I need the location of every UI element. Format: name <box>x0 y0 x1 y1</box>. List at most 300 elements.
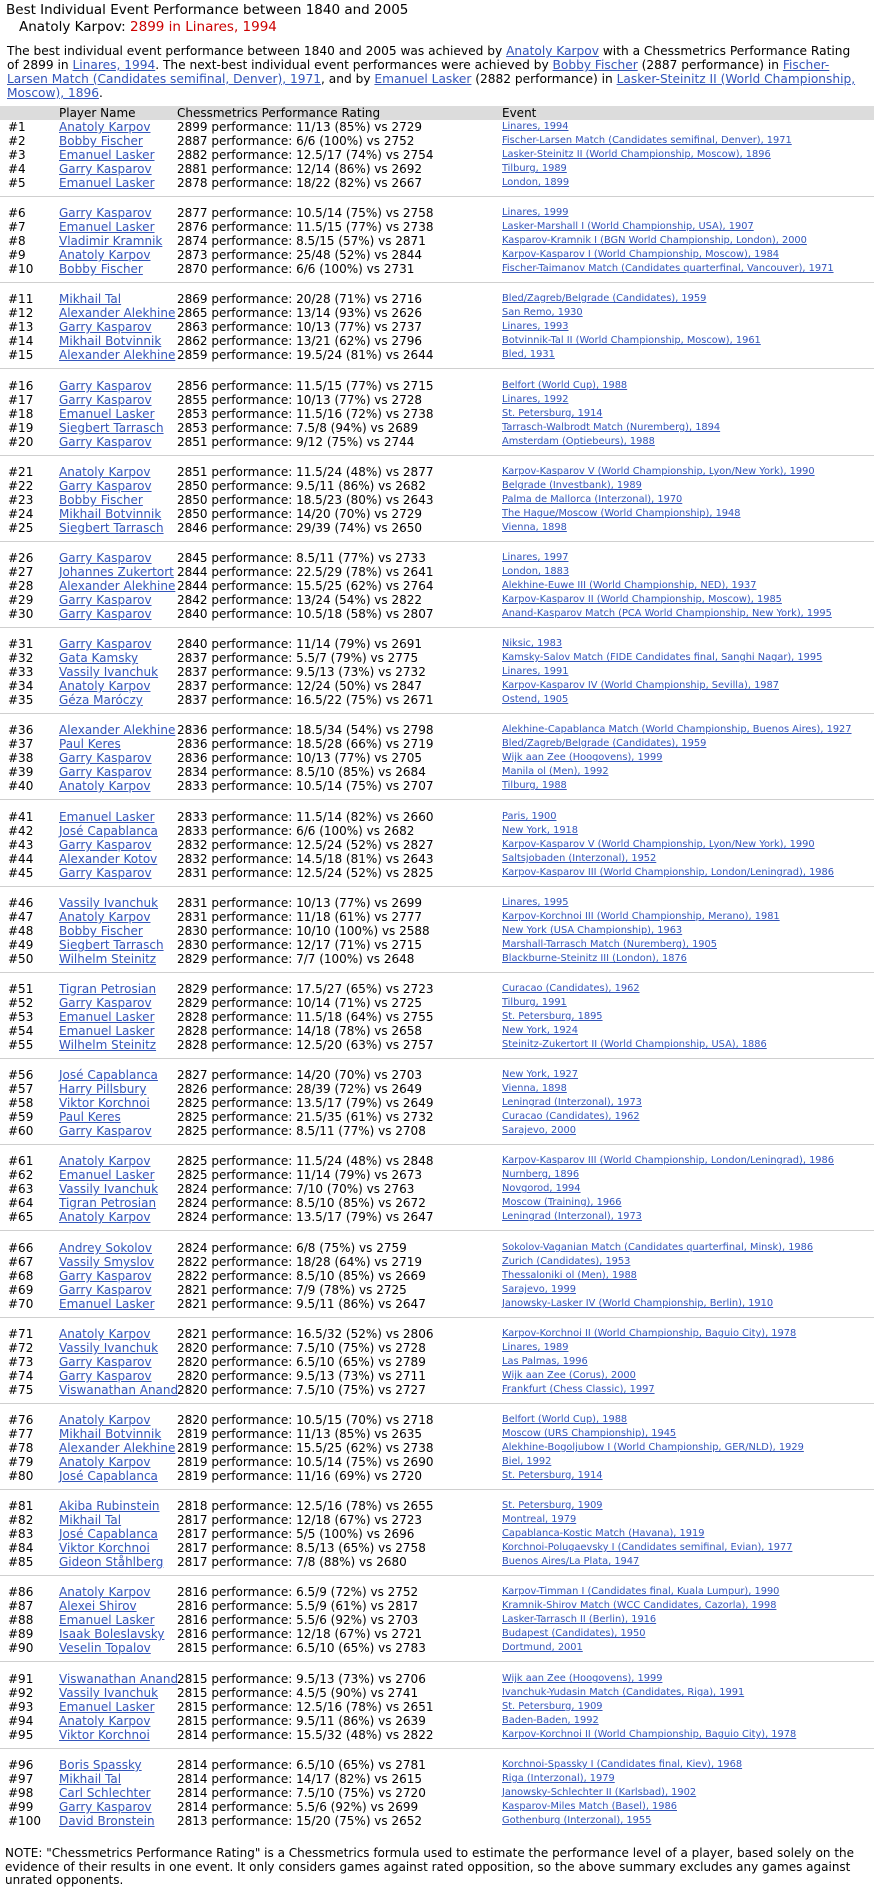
table-row <box>0 1327 874 1341</box>
performance-cell: 2850 performance: 9.5/11 (86%) vs 2682 <box>177 479 426 493</box>
event-link[interactable]: Karpov-Kasparov IV (World Championship, Sevilla), 1987 <box>502 680 780 691</box>
player-link[interactable]: Siegbert Tarrasch <box>59 421 164 435</box>
event-link[interactable]: Karpov-Kasparov I (World Championship, Moscow), 1984 <box>502 249 780 260</box>
performance-cell: 2833 performance: 11.5/14 (82%) vs 2660 <box>177 810 434 824</box>
table-row <box>0 938 874 952</box>
event-link[interactable]: Curacao (Candidates), 1962 <box>502 1111 640 1122</box>
player-link[interactable]: Garry Kasparov <box>59 1369 152 1383</box>
rank-cell: #11 <box>8 292 34 306</box>
event-link[interactable]: Capablanca-Kostic Match (Havana), 1919 <box>502 1528 705 1539</box>
player-link[interactable]: Mikhail Tal <box>59 1513 122 1527</box>
table-row <box>0 1672 874 1686</box>
event-link[interactable]: Marshall-Tarrasch Match (Nuremberg), 1905 <box>502 939 717 950</box>
event-link[interactable]: Ostend, 1905 <box>502 694 569 705</box>
event-link[interactable]: Nurnberg, 1896 <box>502 1169 580 1180</box>
player-link[interactable]: Emanuel Lasker <box>59 220 155 234</box>
player-link[interactable]: Viktor Korchnoi <box>59 1728 150 1742</box>
event-link[interactable]: London, 1899 <box>502 177 570 188</box>
performance-cell: 2844 performance: 22.5/29 (78%) vs 2641 <box>177 565 434 579</box>
event-link[interactable]: The Hague/Moscow (World Championship), 1948 <box>502 508 741 519</box>
event-link[interactable]: St. Petersburg, 1914 <box>502 1470 603 1481</box>
event-link[interactable]: Bled/Zagreb/Belgrade (Candidates), 1959 <box>502 738 707 749</box>
event-link[interactable]: Lasker-Marshall I (World Championship, USA), 1907 <box>502 221 754 232</box>
event-link[interactable]: Gothenburg (Interzonal), 1955 <box>502 1815 652 1826</box>
table-row <box>0 320 874 334</box>
performance-cell: 2820 performance: 7.5/10 (75%) vs 2728 <box>177 1341 426 1355</box>
performance-cell: 2817 performance: 7/8 (88%) vs 2680 <box>177 1555 407 1569</box>
player-link[interactable]: Garry Kasparov <box>59 379 152 393</box>
event-link[interactable]: Karpov-Korchnoi II (World Championship, Baguio City), 1978 <box>502 1328 797 1339</box>
event-link[interactable]: Vienna, 1898 <box>502 1083 567 1094</box>
player-link[interactable]: Garry Kasparov <box>59 751 152 765</box>
player-link[interactable]: Garry Kasparov <box>59 551 152 565</box>
player-link[interactable]: Viktor Korchnoi <box>59 1541 150 1555</box>
event-link[interactable]: Vienna, 1898 <box>502 522 567 533</box>
rank-cell: #52 <box>8 996 34 1010</box>
performance-cell: 2850 performance: 18.5/23 (80%) vs 2643 <box>177 493 434 507</box>
player-link[interactable]: Anatoly Karpov <box>59 1210 151 1224</box>
event-link[interactable]: Kramnik-Shirov Match (WCC Candidates, Cazorla), 1998 <box>502 1600 777 1611</box>
event-link[interactable]: Montreal, 1979 <box>502 1514 577 1525</box>
event-link[interactable]: Tilburg, 1988 <box>502 780 567 791</box>
table-row <box>0 234 874 248</box>
rank-cell: #76 <box>8 1413 34 1427</box>
event-link[interactable]: Tilburg, 1989 <box>502 163 567 174</box>
rank-cell: #96 <box>8 1758 34 1772</box>
table-row <box>0 737 874 751</box>
table-row <box>0 1010 874 1024</box>
rank-cell: #18 <box>8 407 34 421</box>
player-link[interactable]: Emanuel Lasker <box>59 1613 155 1627</box>
player-link[interactable]: Bobby Fischer <box>59 134 143 148</box>
player-link[interactable]: Viswanathan Anand <box>59 1383 179 1397</box>
event-link[interactable]: New York, 1924 <box>502 1025 579 1036</box>
event-link[interactable]: Manila ol (Men), 1992 <box>502 766 609 777</box>
performance-cell: 2814 performance: 6.5/10 (65%) vs 2781 <box>177 1758 426 1772</box>
event-link[interactable]: New York, 1918 <box>502 825 579 836</box>
player-link[interactable]: Akiba Rubinstein <box>59 1499 160 1513</box>
rank-cell: #86 <box>8 1585 34 1599</box>
event-link[interactable]: Botvinnik-Tal II (World Championship, Moscow), 1961 <box>502 335 761 346</box>
event-link[interactable]: Karpov-Kasparov III (World Championship, London/Leningrad), 1986 <box>502 1155 834 1166</box>
player-link[interactable]: José Capablanca <box>59 1527 158 1541</box>
performance-cell: 2820 performance: 6.5/10 (65%) vs 2789 <box>177 1355 426 1369</box>
player-link[interactable]: Viswanathan Anand <box>59 1672 179 1686</box>
rank-cell: #46 <box>8 896 34 910</box>
event-link[interactable]: Moscow (Training), 1966 <box>502 1197 622 1208</box>
player-link[interactable]: Alexei Shirov <box>59 1599 137 1613</box>
event-link[interactable]: Linares, 1989 <box>502 1342 569 1353</box>
event-link[interactable]: Dortmund, 2001 <box>502 1642 583 1653</box>
player-link[interactable]: Anatoly Karpov <box>59 1413 151 1427</box>
rank-cell: #49 <box>8 938 34 952</box>
player-link[interactable]: Garry Kasparov <box>59 765 152 779</box>
player-link[interactable]: Bobby Fischer <box>59 262 143 276</box>
event-link[interactable]: Biel, 1992 <box>502 1456 552 1467</box>
intro-text: (2887 performance) in <box>637 57 783 72</box>
event-link[interactable]: Korchnoi-Polugaevsky I (Candidates semifinal, Evian), 1977 <box>502 1542 793 1553</box>
event-link[interactable]: Riga (Interzonal), 1979 <box>502 1773 615 1784</box>
event-link[interactable]: Anand-Kasparov Match (PCA World Championship, New York), 1995 <box>502 608 832 619</box>
event-link[interactable]: Paris, 1900 <box>502 811 557 822</box>
event-link[interactable]: Sarajevo, 1999 <box>502 1284 576 1295</box>
event-link[interactable]: Alekhine-Euwe III (World Championship, NED), 1937 <box>502 580 757 591</box>
player-link[interactable]: Garry Kasparov <box>59 637 152 651</box>
player-link[interactable]: Anatoly Karpov <box>59 679 151 693</box>
event-link[interactable]: Bled, 1931 <box>502 349 555 360</box>
rank-cell: #90 <box>8 1641 34 1655</box>
player-link[interactable]: Alexander Alekhine <box>59 723 176 737</box>
event-link[interactable]: Saltsjobaden (Interzonal), 1952 <box>502 853 657 864</box>
event-link[interactable]: Novgorod, 1994 <box>502 1183 581 1194</box>
rank-cell: #35 <box>8 693 34 707</box>
table-row <box>0 1383 874 1397</box>
event-link[interactable]: Belfort (World Cup), 1988 <box>502 380 628 391</box>
table-row <box>0 679 874 693</box>
event-link[interactable]: San Remo, 1930 <box>502 307 583 318</box>
event-link[interactable]: Wijk aan Zee (Hoogovens), 1999 <box>502 1673 663 1684</box>
player-link[interactable]: Emanuel Lasker <box>59 810 155 824</box>
event-link[interactable]: Tarrasch-Walbrodt Match (Nuremberg), 1894 <box>502 422 721 433</box>
player-link[interactable]: Garry Kasparov <box>59 1800 152 1814</box>
event-link[interactable]: Belgrade (Investbank), 1989 <box>502 480 642 491</box>
player-link[interactable]: Carl Schlechter <box>59 1786 151 1800</box>
group-divider <box>0 627 874 628</box>
rank-cell: #40 <box>8 779 34 793</box>
player-link[interactable]: Johannes Zukertort <box>59 565 174 579</box>
event-link[interactable]: Janowsky-Schlechter II (Karlsbad), 1902 <box>502 1787 697 1798</box>
player-link[interactable]: Mikhail Tal <box>59 1772 122 1786</box>
player-link[interactable]: Garry Kasparov <box>59 838 152 852</box>
subtitle-player: Anatoly Karpov: <box>19 19 126 35</box>
performance-cell: 2856 performance: 11.5/15 (77%) vs 2715 <box>177 379 434 393</box>
event-link[interactable]: Ivanchuk-Yudasin Match (Candidates, Riga), 1991 <box>502 1687 745 1698</box>
event-link[interactable]: St. Petersburg, 1909 <box>502 1701 603 1712</box>
event-link[interactable]: Fischer-Larsen Match (Candidates semifinal, Denver), 1971 <box>502 135 792 146</box>
event-link[interactable]: Wijk aan Zee (Hoogovens), 1999 <box>502 752 663 763</box>
event-link[interactable]: Karpov-Kasparov V (World Championship, Lyon/New York), 1990 <box>502 839 815 850</box>
table-row <box>0 665 874 679</box>
event-link[interactable]: Amsterdam (Optiebeurs), 1988 <box>502 436 655 447</box>
table-row <box>0 866 874 880</box>
player-link[interactable]: Mikhail Botvinnik <box>59 1427 162 1441</box>
event-link[interactable]: Karpov-Kasparov II (World Championship, Moscow), 1985 <box>502 594 782 605</box>
player-link[interactable]: Anatoly Karpov <box>59 1585 151 1599</box>
player-link[interactable]: José Capablanca <box>59 1068 158 1082</box>
rank-cell: #13 <box>8 320 34 334</box>
event-link[interactable]: Blackburne-Steinitz III (London), 1876 <box>502 953 687 964</box>
event-link[interactable]: Karpov-Kasparov III (World Championship, London/Leningrad), 1986 <box>502 867 834 878</box>
player-link[interactable]: Garry Kasparov <box>59 1269 152 1283</box>
intro-link-fischer-larsen[interactable]: Fischer-Larsen Match (Candidates semifinal, Denver), 1971 <box>7 57 830 86</box>
event-link[interactable]: Niksic, 1983 <box>502 638 563 649</box>
player-link[interactable]: Vassily Ivanchuk <box>59 1341 159 1355</box>
event-link[interactable]: St. Petersburg, 1895 <box>502 1011 603 1022</box>
table-row <box>0 120 874 134</box>
event-link[interactable]: St. Petersburg, 1914 <box>502 408 603 419</box>
rank-cell: #50 <box>8 952 34 966</box>
player-link[interactable]: Tigran Petrosian <box>59 982 157 996</box>
player-link[interactable]: Viktor Korchnoi <box>59 1096 150 1110</box>
player-link[interactable]: Anatoly Karpov <box>59 465 151 479</box>
event-link[interactable]: Linares, 1993 <box>502 321 569 332</box>
player-link[interactable]: Vassily Ivanchuk <box>59 896 159 910</box>
rank-cell: #41 <box>8 810 34 824</box>
player-link[interactable]: Anatoly Karpov <box>59 248 151 262</box>
rank-cell: #67 <box>8 1255 34 1269</box>
player-link[interactable]: Tigran Petrosian <box>59 1196 157 1210</box>
player-link[interactable]: Emanuel Lasker <box>59 1024 155 1038</box>
player-link[interactable]: Garry Kasparov <box>59 1124 152 1138</box>
player-link[interactable]: Veselin Topalov <box>59 1641 151 1655</box>
rank-cell: #38 <box>8 751 34 765</box>
event-link[interactable]: Karpov-Korchnoi II (World Championship, Baguio City), 1978 <box>502 1729 797 1740</box>
event-link[interactable]: Karpov-Timman I (Candidates final, Kuala Lumpur), 1990 <box>502 1586 780 1597</box>
performance-cell: 2830 performance: 12/17 (71%) vs 2715 <box>177 938 423 952</box>
performance-cell: 2833 performance: 10.5/14 (75%) vs 2707 <box>177 779 434 793</box>
performance-cell: 2829 performance: 10/14 (71%) vs 2725 <box>177 996 423 1010</box>
player-link[interactable]: Garry Kasparov <box>59 593 152 607</box>
event-link[interactable]: St. Petersburg, 1909 <box>502 1500 603 1511</box>
player-link[interactable]: Alexander Alekhine <box>59 1441 176 1455</box>
rank-cell: #34 <box>8 679 34 693</box>
event-link[interactable]: Alekhine-Capablanca Match (World Championship, Buenos Aires), 1927 <box>502 724 852 735</box>
player-link[interactable]: Alexander Kotov <box>59 852 158 866</box>
player-link[interactable]: Emanuel Lasker <box>59 1700 155 1714</box>
intro-text: with a Chessmetrics Performance Rating of 2899 in <box>7 44 851 72</box>
table-row <box>0 493 874 507</box>
event-link[interactable]: Linares, 1992 <box>502 394 569 405</box>
rank-cell: #36 <box>8 723 34 737</box>
player-link[interactable]: Harry Pillsbury <box>59 1082 147 1096</box>
player-link[interactable]: Vassily Ivanchuk <box>59 1686 159 1700</box>
intro-link-lasker-steinitz[interactable]: Lasker-Steinitz II (World Championship, Moscow), 1896 <box>7 71 856 100</box>
event-link[interactable]: Thessaloniki ol (Men), 1988 <box>502 1270 637 1281</box>
event-link[interactable]: New York, 1927 <box>502 1069 579 1080</box>
event-link[interactable]: Janowsky-Lasker IV (World Championship, Berlin), 1910 <box>502 1298 774 1309</box>
event-link[interactable]: Baden-Baden, 1992 <box>502 1715 599 1726</box>
event-link[interactable]: London, 1883 <box>502 566 570 577</box>
player-link[interactable]: Garry Kasparov <box>59 996 152 1010</box>
player-link[interactable]: Emanuel Lasker <box>59 1297 155 1311</box>
player-link[interactable]: Gideon Ståhlberg <box>59 1555 164 1569</box>
event-link[interactable]: Belfort (World Cup), 1988 <box>502 1414 628 1425</box>
event-link[interactable]: Linares, 1997 <box>502 552 569 563</box>
table-row <box>0 1585 874 1599</box>
event-link[interactable]: Buenos Aires/La Plata, 1947 <box>502 1556 640 1567</box>
player-link[interactable]: Anatoly Karpov <box>59 910 151 924</box>
performance-cell: 2851 performance: 9/12 (75%) vs 2744 <box>177 435 415 449</box>
performance-cell: 2825 performance: 11.5/24 (48%) vs 2848 <box>177 1154 434 1168</box>
intro-link-lasker[interactable]: Emanuel Lasker <box>374 71 472 86</box>
performance-cell: 2830 performance: 10/10 (100%) vs 2588 <box>177 924 430 938</box>
player-link[interactable]: Garry Kasparov <box>59 320 152 334</box>
event-link[interactable]: Moscow (URS Championship), 1945 <box>502 1428 677 1439</box>
event-link[interactable]: Lasker-Steinitz II (World Championship, Moscow), 1896 <box>502 149 771 160</box>
player-link[interactable]: Mikhail Botvinnik <box>59 507 162 521</box>
player-link[interactable]: Garry Kasparov <box>59 1355 152 1369</box>
event-link[interactable]: Kasparov-Miles Match (Basel), 1986 <box>502 1801 677 1812</box>
performance-cell: 2815 performance: 6.5/10 (65%) vs 2783 <box>177 1641 426 1655</box>
player-link[interactable]: Boris Spassky <box>59 1758 142 1772</box>
event-link[interactable]: Frankfurt (Chess Classic), 1997 <box>502 1384 655 1395</box>
event-link[interactable]: Lasker-Tarrasch II (Berlin), 1916 <box>502 1614 657 1625</box>
player-link[interactable]: Vassily Smyslov <box>59 1255 155 1269</box>
table-row <box>0 637 874 651</box>
player-link[interactable]: Alexander Alekhine <box>59 306 176 320</box>
rank-cell: #21 <box>8 465 34 479</box>
rank-cell: #19 <box>8 421 34 435</box>
event-link[interactable]: Palma de Mallorca (Interzonal), 1970 <box>502 494 683 505</box>
event-link[interactable]: Leningrad (Interzonal), 1973 <box>502 1097 642 1108</box>
player-link[interactable]: Garry Kasparov <box>59 435 152 449</box>
player-link[interactable]: Garry Kasparov <box>59 1283 152 1297</box>
player-link[interactable]: Garry Kasparov <box>59 866 152 880</box>
player-link[interactable]: David Bronstein <box>59 1814 155 1828</box>
player-link[interactable]: Mikhail Tal <box>59 292 122 306</box>
rank-cell: #93 <box>8 1700 34 1714</box>
event-link[interactable]: Wijk aan Zee (Corus), 2000 <box>502 1370 636 1381</box>
player-link[interactable]: Emanuel Lasker <box>59 407 155 421</box>
rank-cell: #1 <box>8 120 26 134</box>
player-link[interactable]: Garry Kasparov <box>59 479 152 493</box>
event-link[interactable]: Korchnoi-Spassky I (Candidates final, Kiev), 1968 <box>502 1759 743 1770</box>
event-link[interactable]: Bled/Zagreb/Belgrade (Candidates), 1959 <box>502 293 707 304</box>
player-link[interactable]: Vladimir Kramnik <box>59 234 163 248</box>
group-divider <box>0 455 874 456</box>
event-link[interactable]: Budapest (Candidates), 1950 <box>502 1628 646 1639</box>
rank-cell: #84 <box>8 1541 34 1555</box>
performance-cell: 2820 performance: 7.5/10 (75%) vs 2727 <box>177 1383 426 1397</box>
player-link[interactable]: Garry Kasparov <box>59 393 152 407</box>
player-link[interactable]: Andrey Sokolov <box>59 1241 152 1255</box>
table-row <box>0 751 874 765</box>
intro-link-fischer[interactable]: Bobby Fischer <box>552 57 638 72</box>
event-link[interactable]: Tilburg, 1991 <box>502 997 567 1008</box>
event-link[interactable]: Steinitz-Zukertort II (World Championship, USA), 1886 <box>502 1039 767 1050</box>
player-link[interactable]: Paul Keres <box>59 1110 121 1124</box>
table-row <box>0 1686 874 1700</box>
player-link[interactable]: Garry Kasparov <box>59 607 152 621</box>
table-row <box>0 148 874 162</box>
rank-cell: #73 <box>8 1355 34 1369</box>
table-row <box>0 1427 874 1441</box>
player-link[interactable]: Alexander Alekhine <box>59 579 176 593</box>
rank-cell: #24 <box>8 507 34 521</box>
player-link[interactable]: Emanuel Lasker <box>59 1168 155 1182</box>
player-link[interactable]: Garry Kasparov <box>59 162 152 176</box>
performance-cell: 2826 performance: 28/39 (72%) vs 2649 <box>177 1082 423 1096</box>
table-row <box>0 565 874 579</box>
player-link[interactable]: Vassily Ivanchuk <box>59 1182 159 1196</box>
player-link[interactable]: Anatoly Karpov <box>59 1327 151 1341</box>
performance-cell: 2824 performance: 8.5/10 (85%) vs 2672 <box>177 1196 426 1210</box>
player-link[interactable]: Anatoly Karpov <box>59 1714 151 1728</box>
player-link[interactable]: Siegbert Tarrasch <box>59 521 164 535</box>
table-row <box>0 1168 874 1182</box>
event-link[interactable]: New York (USA Championship), 1963 <box>502 925 683 936</box>
event-link[interactable]: Linares, 1995 <box>502 897 569 908</box>
table-row <box>0 651 874 665</box>
rank-cell: #44 <box>8 852 34 866</box>
player-link[interactable]: José Capablanca <box>59 1469 158 1483</box>
event-link[interactable]: Linares, 1991 <box>502 666 569 677</box>
rank-cell: #78 <box>8 1441 34 1455</box>
player-link[interactable]: Garry Kasparov <box>59 206 152 220</box>
group-divider <box>0 196 874 197</box>
event-link[interactable]: Fischer-Taimanov Match (Candidates quarterfinal, Vancouver), 1971 <box>502 263 834 274</box>
table-row <box>0 924 874 938</box>
player-link[interactable]: Vassily Ivanchuk <box>59 665 159 679</box>
player-link[interactable]: Bobby Fischer <box>59 493 143 507</box>
player-link[interactable]: Siegbert Tarrasch <box>59 938 164 952</box>
player-link[interactable]: Emanuel Lasker <box>59 148 155 162</box>
player-link[interactable]: Gata Kamsky <box>59 651 139 665</box>
table-row <box>0 996 874 1010</box>
performance-cell: 2821 performance: 16.5/32 (52%) vs 2806 <box>177 1327 434 1341</box>
event-link[interactable]: Alekhine-Bogoljubow I (World Championship, GER/NLD), 1929 <box>502 1442 804 1453</box>
event-link[interactable]: Karpov-Korchnoi III (World Championship, Merano), 1981 <box>502 911 780 922</box>
rank-cell: #62 <box>8 1168 34 1182</box>
player-link[interactable]: Paul Keres <box>59 737 121 751</box>
rank-cell: #71 <box>8 1327 34 1341</box>
player-link[interactable]: Géza Maróczy <box>59 693 143 707</box>
player-link[interactable]: Mikhail Botvinnik <box>59 334 162 348</box>
rank-cell: #99 <box>8 1800 34 1814</box>
performance-cell: 2855 performance: 10/13 (77%) vs 2728 <box>177 393 423 407</box>
player-link[interactable]: Wilhelm Steinitz <box>59 1038 157 1052</box>
player-link[interactable]: Anatoly Karpov <box>59 1455 151 1469</box>
rank-cell: #25 <box>8 521 34 535</box>
player-link[interactable]: Wilhelm Steinitz <box>59 952 157 966</box>
player-link[interactable]: Bobby Fischer <box>59 924 143 938</box>
rank-cell: #74 <box>8 1369 34 1383</box>
player-link[interactable]: José Capablanca <box>59 824 158 838</box>
rank-cell: #88 <box>8 1613 34 1627</box>
performance-cell: 2878 performance: 18/22 (82%) vs 2667 <box>177 176 423 190</box>
table-row <box>0 723 874 737</box>
player-link[interactable]: Emanuel Lasker <box>59 176 155 190</box>
player-link[interactable]: Anatoly Karpov <box>59 779 151 793</box>
event-link[interactable]: Zurich (Candidates), 1953 <box>502 1256 631 1267</box>
table-row <box>0 1513 874 1527</box>
player-link[interactable]: Isaak Boleslavsky <box>59 1627 165 1641</box>
rank-cell: #82 <box>8 1513 34 1527</box>
event-link[interactable]: Kamsky-Salov Match (FIDE Candidates final, Sanghi Nagar), 1995 <box>502 652 823 663</box>
event-link[interactable]: Sarajevo, 2000 <box>502 1125 576 1136</box>
event-link[interactable]: Las Palmas, 1996 <box>502 1356 588 1367</box>
player-link[interactable]: Alexander Alekhine <box>59 348 176 362</box>
intro-link-linares[interactable]: Linares, 1994 <box>72 57 156 72</box>
rank-cell: #15 <box>8 348 34 362</box>
rank-cell: #8 <box>8 234 26 248</box>
player-link[interactable]: Anatoly Karpov <box>59 120 151 134</box>
event-link[interactable]: Leningrad (Interzonal), 1973 <box>502 1211 642 1222</box>
event-link[interactable]: Linares, 1999 <box>502 207 569 218</box>
table-row <box>0 176 874 190</box>
event-link[interactable]: Curacao (Candidates), 1962 <box>502 983 640 994</box>
intro-text: , and by <box>321 71 375 86</box>
event-link[interactable]: Karpov-Kasparov V (World Championship, Lyon/New York), 1990 <box>502 466 815 477</box>
intro-link-karpov[interactable]: Anatoly Karpov <box>506 44 599 58</box>
event-link[interactable]: Kasparov-Kramnik I (BGN World Championship, London), 2000 <box>502 235 807 246</box>
player-link[interactable]: Emanuel Lasker <box>59 1010 155 1024</box>
event-link[interactable]: Sokolov-Vaganian Match (Candidates quarterfinal, Minsk), 1986 <box>502 1242 814 1253</box>
player-link[interactable]: Anatoly Karpov <box>59 1154 151 1168</box>
table-row <box>0 1196 874 1210</box>
group-divider <box>0 1748 874 1749</box>
event-link[interactable]: Linares, 1994 <box>502 121 569 132</box>
